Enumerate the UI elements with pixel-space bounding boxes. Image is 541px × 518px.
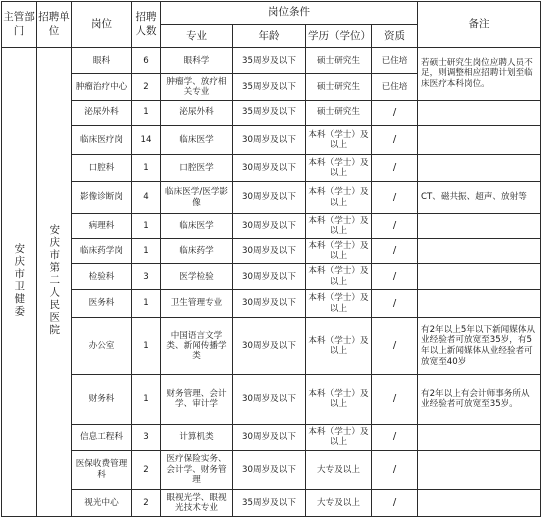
- cell-count: 1: [132, 317, 161, 375]
- header-qual: 资质: [372, 25, 418, 48]
- cell-major: 眼科学: [161, 48, 233, 74]
- header-post: 岗位: [72, 2, 132, 48]
- cell-count: 2: [132, 74, 161, 100]
- cell-remark: [418, 489, 541, 516]
- table-row: [2, 182, 541, 213]
- cell-age: 30周岁及以下: [233, 317, 306, 375]
- table-row: [2, 100, 541, 125]
- cell-count: 1: [132, 100, 161, 125]
- cell-edu: 本科（学士）及以上: [306, 290, 372, 317]
- cell-remark: CT、磁共振、超声、放射等: [418, 182, 541, 213]
- cell-remark: [418, 155, 541, 182]
- cell-edu: 本科（学士）及以上: [306, 182, 372, 213]
- cell-remark: [418, 264, 541, 290]
- cell-major: 口腔医学: [161, 155, 233, 182]
- cell-major: 医学检验: [161, 264, 233, 290]
- cell-age: 30周岁及以下: [233, 264, 306, 290]
- cell-qual: /: [372, 213, 418, 238]
- cell-qual: /: [372, 317, 418, 375]
- cell-post: 眼科: [72, 48, 132, 74]
- cell-post: 视光中心: [72, 489, 132, 516]
- cell-post: 口腔科: [72, 155, 132, 182]
- cell-age: 30周岁及以下: [233, 125, 306, 154]
- cell-edu: 大专及以上: [306, 450, 372, 489]
- cell-qual: /: [372, 182, 418, 213]
- cell-major: 眼视光学、眼视光技术专业: [161, 489, 233, 516]
- cell-qual: /: [372, 489, 418, 516]
- cell-post: 病理科: [72, 213, 132, 238]
- cell-edu: 硕士研究生: [306, 74, 372, 100]
- table-row: [2, 155, 541, 182]
- header-age: 年龄: [233, 25, 306, 48]
- cell-remark: [418, 450, 541, 489]
- dept-cell: [2, 48, 37, 517]
- cell-qual: /: [372, 238, 418, 263]
- header-dept: 主管部门: [2, 2, 37, 48]
- cell-qual: /: [372, 450, 418, 489]
- cell-major: 泌尿外科: [161, 100, 233, 125]
- cell-post: 检验科: [72, 264, 132, 290]
- cell-major: 临床医学/医学影像: [161, 182, 233, 213]
- cell-count: 6: [132, 48, 161, 74]
- cell-age: 30周岁及以下: [233, 155, 306, 182]
- cell-post: 医保收费管理科: [72, 450, 132, 489]
- table-row: [2, 424, 541, 450]
- cell-age: 30周岁及以下: [233, 238, 306, 263]
- table-row: [2, 48, 541, 74]
- cell-age: 35周岁及以下: [233, 489, 306, 516]
- cell-remark: 有2年以上有会计师事务所从业经验者可放宽至35岁。: [418, 375, 541, 424]
- cell-major: 临床医学: [161, 213, 233, 238]
- cell-age: 30周岁及以下: [233, 450, 306, 489]
- header-major: 专业: [161, 25, 233, 48]
- cell-major: 计算机类: [161, 424, 233, 450]
- cell-count: 1: [132, 238, 161, 263]
- cell-qual: /: [372, 424, 418, 450]
- cell-age: 30周岁及以下: [233, 213, 306, 238]
- cell-post: 财务科: [72, 375, 132, 424]
- cell-edu: 大专及以上: [306, 489, 372, 516]
- cell-qual: /: [372, 264, 418, 290]
- cell-remark: [418, 238, 541, 263]
- header-row-1: [2, 2, 541, 25]
- cell-post: 临床医疗岗: [72, 125, 132, 154]
- header-conditions: 岗位条件: [161, 2, 418, 25]
- cell-post: 肿瘤治疗中心: [72, 74, 132, 100]
- cell-count: 1: [132, 213, 161, 238]
- cell-remark: [418, 100, 541, 125]
- cell-count: 4: [132, 182, 161, 213]
- header-edu: 学历（学位）: [306, 25, 372, 48]
- recruitment-table: [1, 1, 541, 517]
- cell-edu: 本科（学士）及以上: [306, 424, 372, 450]
- cell-qual: 已住培: [372, 74, 418, 100]
- cell-major: 卫生管理专业: [161, 290, 233, 317]
- cell-qual: /: [372, 125, 418, 154]
- cell-post: 办公室: [72, 317, 132, 375]
- cell-remark: 有2年以上5年以下新闻媒体从业经验者可放宽至35岁，有5年以上新闻媒体从业经验者可放宽至40岁: [418, 317, 541, 375]
- cell-age: 30周岁及以下: [233, 290, 306, 317]
- cell-remark: 若硕士研究生岗位应聘人员不足，则调整相应招聘计划至临床医疗本科岗位。: [418, 48, 541, 100]
- cell-major: 财务管理、会计学、审计学: [161, 375, 233, 424]
- cell-post: 泌尿外科: [72, 100, 132, 125]
- table-row: [2, 489, 541, 516]
- table-row: [2, 375, 541, 424]
- cell-remark: [418, 213, 541, 238]
- cell-major: 肿瘤学、放疗相关专业: [161, 74, 233, 100]
- header-remark: 备注: [418, 2, 541, 48]
- unit-name: 安庆市第二人民医院: [48, 224, 61, 337]
- cell-edu: 本科（学士）及以上: [306, 213, 372, 238]
- cell-count: 1: [132, 155, 161, 182]
- cell-age: 30周岁及以下: [233, 182, 306, 213]
- cell-age: 30周岁及以下: [233, 424, 306, 450]
- cell-age: 35周岁及以下: [233, 74, 306, 100]
- table-row: [2, 450, 541, 489]
- table-row: [2, 264, 541, 290]
- cell-count: 3: [132, 424, 161, 450]
- cell-age: 35周岁及以下: [233, 48, 306, 74]
- cell-edu: 本科（学士）及以上: [306, 264, 372, 290]
- cell-major: 医疗保险实务、会计学、财务管理: [161, 450, 233, 489]
- cell-edu: 本科（学士）及以上: [306, 375, 372, 424]
- cell-major: 中国语言文学类、新闻传播学类: [161, 317, 233, 375]
- cell-remark: [418, 424, 541, 450]
- header-count: 招聘人数: [132, 2, 161, 48]
- cell-edu: 硕士研究生: [306, 48, 372, 74]
- cell-count: 14: [132, 125, 161, 154]
- cell-qual: /: [372, 290, 418, 317]
- table-row: [2, 125, 541, 154]
- cell-count: 2: [132, 450, 161, 489]
- cell-remark: [418, 290, 541, 317]
- header-unit: 招聘单位: [37, 2, 72, 48]
- cell-edu: 硕士研究生: [306, 100, 372, 125]
- cell-qual: 已住培: [372, 48, 418, 74]
- cell-qual: /: [372, 375, 418, 424]
- cell-edu: 本科（学士）及以上: [306, 238, 372, 263]
- cell-count: 1: [132, 375, 161, 424]
- unit-cell: [37, 48, 72, 517]
- table-row: [2, 290, 541, 317]
- table-row: [2, 213, 541, 238]
- cell-age: 35周岁及以下: [233, 100, 306, 125]
- cell-post: 临床药学岗: [72, 238, 132, 263]
- cell-major: 临床医学: [161, 125, 233, 154]
- cell-qual: /: [372, 100, 418, 125]
- cell-count: 3: [132, 264, 161, 290]
- cell-edu: 本科（学士）及以上: [306, 125, 372, 154]
- cell-post: 信息工程科: [72, 424, 132, 450]
- cell-major: 临床药学: [161, 238, 233, 263]
- cell-count: 1: [132, 290, 161, 317]
- dept-name: 安庆市卫健委: [13, 242, 26, 318]
- cell-count: 2: [132, 489, 161, 516]
- cell-age: 30周岁及以下: [233, 375, 306, 424]
- cell-edu: 本科（学士）及以上: [306, 155, 372, 182]
- cell-qual: /: [372, 155, 418, 182]
- table-row: [2, 317, 541, 375]
- cell-edu: 本科（学士）及以上: [306, 317, 372, 375]
- cell-post: 影像诊断岗: [72, 182, 132, 213]
- cell-remark: [418, 125, 541, 154]
- table-row: [2, 238, 541, 263]
- cell-post: 医务科: [72, 290, 132, 317]
